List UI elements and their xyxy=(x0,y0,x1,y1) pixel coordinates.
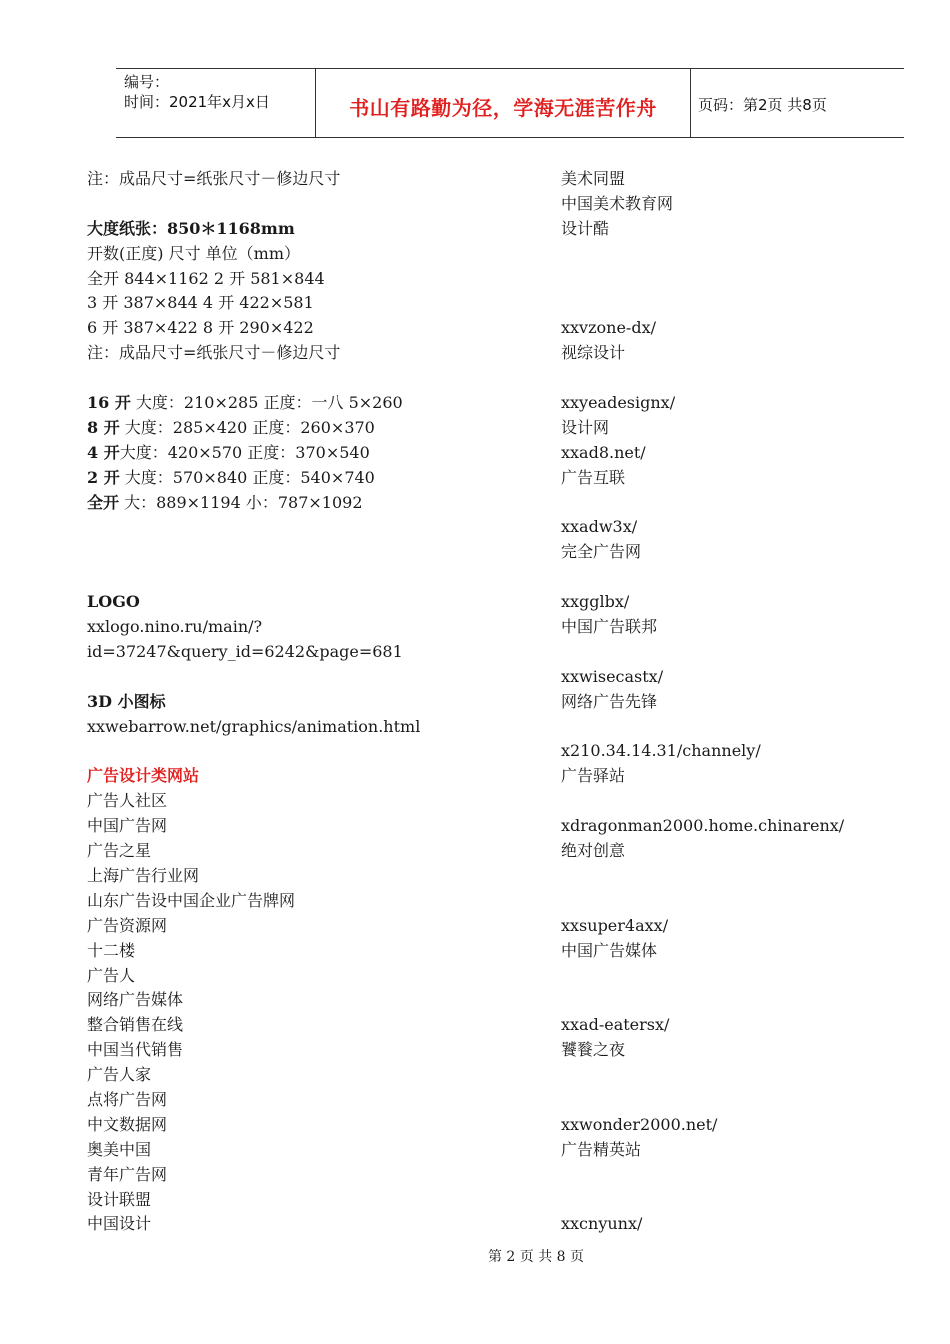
header-info-cell xyxy=(116,69,315,137)
section-heading: 3D 小图标 xyxy=(87,691,166,711)
paper-size-row xyxy=(87,441,547,466)
text-line: 设计联盟 xyxy=(87,1189,152,1209)
paper-size-dimensions: 大度：420×570 正度：370×540 xyxy=(119,442,370,462)
blank-line xyxy=(561,565,921,590)
text-line: xxvzone-dx/ xyxy=(561,318,656,338)
blank-line xyxy=(561,1063,921,1088)
text-line: 广告人 xyxy=(87,965,136,985)
text-line: 全开 844×1162 2 开 581×844 xyxy=(87,268,325,288)
text-line: 中国美术教育网 xyxy=(561,193,674,213)
text-line: 广告人家 xyxy=(87,1065,152,1085)
text-line: xxyeadesignx/ xyxy=(561,393,676,413)
paper-size-dimensions: 大度：210×285 正度：一八 5×260 xyxy=(130,393,403,413)
text-line: 设计网 xyxy=(561,417,610,437)
text-line: 开数(正度) 尺寸 单位（mm） xyxy=(87,243,301,263)
blank-line xyxy=(561,864,921,889)
text-line: xxadw3x/ xyxy=(561,517,638,537)
blank-line xyxy=(561,715,921,740)
paper-size-label: 全开 xyxy=(87,492,120,512)
blank-line xyxy=(87,515,547,540)
text-line: 青年广告网 xyxy=(87,1164,168,1184)
text-line: 广告驿站 xyxy=(561,766,626,786)
doc-date-label: 时间：2021年x月x日 xyxy=(124,93,270,111)
text-line: 上海广告行业网 xyxy=(87,865,200,885)
text-line: xxwisecastx/ xyxy=(561,666,664,686)
header-motto-cell xyxy=(315,69,691,137)
text-line: 中国广告媒体 xyxy=(561,940,658,960)
header-page-cell xyxy=(690,69,904,137)
text-line: 饕餮之夜 xyxy=(561,1040,626,1060)
header-page-number: 页码：第2页 共8页 xyxy=(698,96,827,114)
paper-size-label: 8 开 xyxy=(87,417,120,437)
footer-page-number: 第 2 页 共 8 页 xyxy=(487,1249,585,1265)
text-line: xxwebarrow.net/graphics/animation.html xyxy=(87,716,421,736)
blank-line xyxy=(561,491,921,516)
text-line: 中国广告联邦 xyxy=(561,617,658,637)
category-heading: 广告设计类网站 xyxy=(87,766,200,786)
blank-line xyxy=(87,192,547,217)
text-line: xxwonder2000.net/ xyxy=(561,1114,718,1134)
text-line: 广告资源网 xyxy=(87,915,168,935)
blank-line xyxy=(87,540,547,565)
blank-line xyxy=(561,988,921,1013)
page-footer xyxy=(0,1246,950,1266)
blank-line xyxy=(561,267,921,292)
blank-line xyxy=(87,565,547,590)
text-line: 中国广告网 xyxy=(87,816,168,836)
text-line: 3 开 387×844 4 开 422×581 xyxy=(87,293,314,313)
blank-line xyxy=(87,739,547,764)
text-line: xdragonman2000.home.chinarenx/ xyxy=(561,816,845,836)
blank-line xyxy=(561,1088,921,1113)
paper-size-label: 16 开 xyxy=(87,393,131,413)
blank-line xyxy=(87,366,547,391)
text-line: 山东广告设中国企业广告牌网 xyxy=(87,890,296,910)
paper-size-dimensions: 大：889×1194 小：787×1092 xyxy=(119,492,363,512)
text-line: xxsuper4axx/ xyxy=(561,915,669,935)
text-line: 点将广告网 xyxy=(87,1089,168,1109)
blank-line xyxy=(561,789,921,814)
text-line: x210.34.14.31/channely/ xyxy=(561,741,761,761)
blank-line xyxy=(561,1188,921,1213)
text-line: 中文数据网 xyxy=(87,1114,168,1134)
text-line: 中国当代销售 xyxy=(87,1040,184,1060)
text-line: 视综设计 xyxy=(561,343,626,363)
text-line: 绝对创意 xyxy=(561,841,626,861)
paper-size-label: 2 开 xyxy=(87,467,120,487)
section-heading: LOGO xyxy=(87,592,140,612)
text-line: 广告之星 xyxy=(87,841,152,861)
paper-size-row xyxy=(87,466,547,491)
blank-line xyxy=(561,1163,921,1188)
page-header xyxy=(116,68,904,138)
blank-line xyxy=(561,291,921,316)
doc-number-label: 编号： xyxy=(124,73,170,91)
text-line: 网络广告先锋 xyxy=(561,691,658,711)
blank-line xyxy=(561,889,921,914)
text-line: 广告精英站 xyxy=(561,1139,642,1159)
text-line: 奥美中国 xyxy=(87,1139,152,1159)
blank-line xyxy=(561,964,921,989)
text-line: xxcnyunx/ xyxy=(561,1214,643,1234)
text-line: 广告互联 xyxy=(561,467,626,487)
text-line: 6 开 387×422 8 开 290×422 xyxy=(87,318,314,338)
blank-line xyxy=(561,242,921,267)
text-line: 设计酷 xyxy=(561,218,610,238)
text-line: 注：成品尺寸=纸张尺寸－修边尺寸 xyxy=(87,169,341,188)
text-line: 十二楼 xyxy=(87,940,136,960)
text-line: xxgglbx/ xyxy=(561,592,630,612)
text-line: 广告人社区 xyxy=(87,791,168,811)
text-line: xxad8.net/ xyxy=(561,442,646,462)
blank-line xyxy=(87,665,547,690)
text-line: 中国设计 xyxy=(87,1214,152,1234)
paper-size-dimensions: 大度：285×420 正度：260×370 xyxy=(119,417,375,437)
text-line: 美术同盟 xyxy=(561,169,626,188)
text-line: id=37247&query_id=6242&page=681 xyxy=(87,641,403,661)
paper-size-row xyxy=(87,391,547,416)
text-line: 整合销售在线 xyxy=(87,1015,184,1035)
text-line: 完全广告网 xyxy=(561,542,642,562)
header-motto: 书山有路勤为径，学海无涯苦作舟 xyxy=(349,96,657,120)
left-column xyxy=(87,167,547,1237)
section-heading: 大度纸张：850＊1168mm xyxy=(87,218,295,238)
text-line: xxlogo.nino.ru/main/? xyxy=(87,617,263,637)
right-column xyxy=(561,167,921,1237)
paper-size-label: 4 开 xyxy=(87,442,120,462)
text-line: 注：成品尺寸=纸张尺寸－修边尺寸 xyxy=(87,343,341,363)
paper-size-dimensions: 大度：570×840 正度：540×740 xyxy=(119,467,375,487)
text-line: xxad-eatersx/ xyxy=(561,1015,670,1035)
paper-size-row xyxy=(87,416,547,441)
blank-line xyxy=(561,640,921,665)
paper-size-row xyxy=(87,491,547,516)
blank-line xyxy=(561,366,921,391)
text-line: 网络广告媒体 xyxy=(87,990,184,1010)
